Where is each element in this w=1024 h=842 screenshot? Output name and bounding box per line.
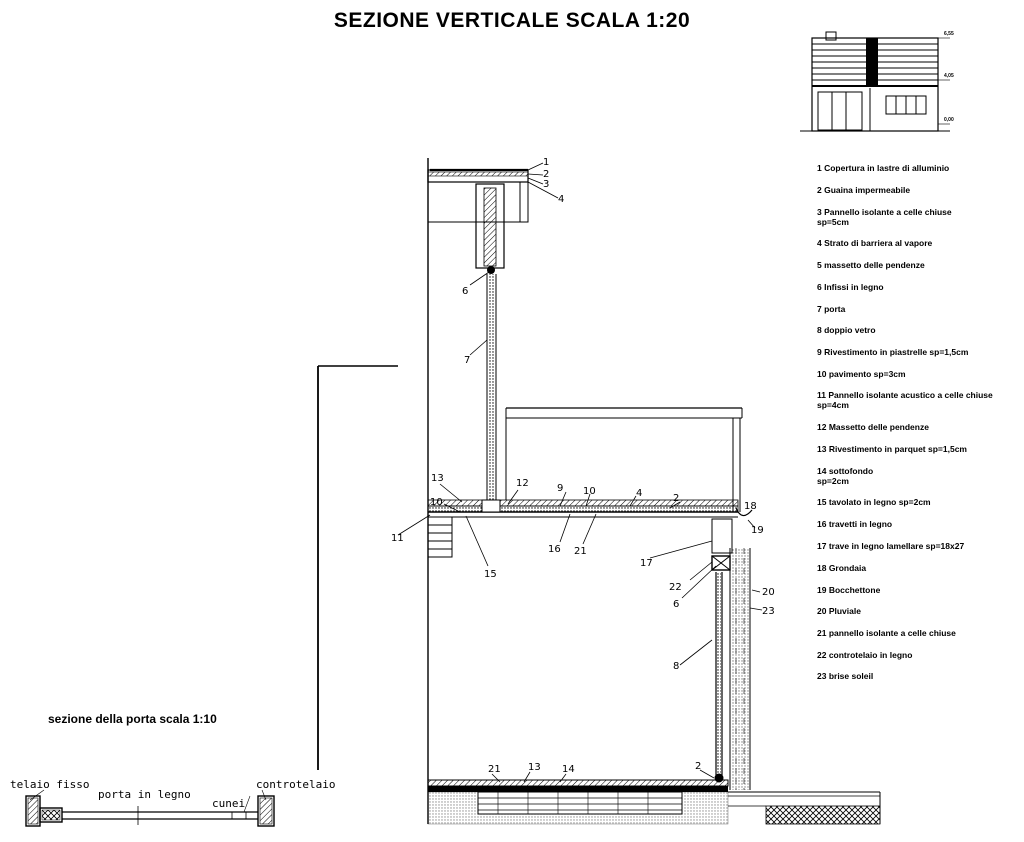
legend-item: 10 pavimento sp=3cm: [817, 369, 906, 379]
level-label: 0,00: [944, 117, 954, 123]
label-14: 14: [562, 764, 575, 775]
door-section-title: sezione della porta scala 1:10: [48, 712, 217, 726]
legend-item: 8 doppio vetro: [817, 325, 876, 335]
label-8: 8: [673, 661, 680, 672]
label-21b: 21: [488, 764, 501, 775]
label-2: 2: [543, 169, 550, 180]
door-labels: [10, 778, 335, 810]
legend-item: 9 Rivestimento in piastrelle sp=1,5cm: [817, 347, 969, 357]
legend-item: 4 Strato di barriera al vapore: [817, 238, 933, 248]
label-11: 11: [391, 533, 404, 544]
label-15: 15: [484, 569, 497, 580]
label-6b: 6: [673, 599, 680, 610]
legend-item: 15 tavolato in legno sp=2cm: [817, 497, 931, 507]
label-23: 23: [762, 606, 775, 617]
label-2b: 2: [673, 493, 680, 504]
label-17: 17: [640, 558, 653, 569]
label-21: 21: [574, 546, 587, 557]
label-4: 4: [558, 194, 565, 205]
legend-item: 18 Grondaia: [817, 563, 867, 573]
label-wedges: cunei: [212, 797, 246, 810]
legend-item: 21 pannello isolante a celle chiuse: [817, 628, 956, 638]
level-label: 6,55: [944, 31, 954, 37]
label-13: 13: [431, 473, 444, 484]
elevation-thumbnail: [800, 31, 954, 131]
legend-item: 5 massetto delle pendenze: [817, 260, 925, 270]
label-10b: 10: [583, 486, 596, 497]
label-13b: 13: [528, 762, 541, 773]
label-22: 22: [669, 582, 682, 593]
label-20: 20: [762, 587, 775, 598]
legend-item: 6 Infissi in legno: [817, 282, 884, 292]
legend-item: 23 brise soleil: [817, 671, 874, 681]
legend-item: 3 Pannello isolante a celle chiuse sp=5cm: [817, 207, 952, 227]
legend-item: 22 controtelaio in legno: [817, 650, 913, 660]
label-9: 9: [557, 483, 564, 494]
label-fixed-frame: telaio fisso: [10, 778, 90, 791]
label-wooden-door: porta in legno: [98, 788, 191, 801]
label-18: 18: [744, 501, 757, 512]
legend-item: 20 Pluviale: [817, 606, 861, 616]
label-10: 10: [430, 497, 443, 508]
legend-item: 17 trave in legno lamellare sp=18x27: [817, 541, 965, 551]
legend-item: 14 sottofondo sp=2cm: [817, 466, 874, 486]
label-3: 3: [543, 179, 550, 190]
label-1: 1: [543, 157, 550, 168]
legend-item: 19 Bocchettone: [817, 585, 881, 595]
main-section: [318, 158, 880, 824]
label-19: 19: [751, 525, 764, 536]
label-7: 7: [464, 355, 471, 366]
legend-item: 16 travetti in legno: [817, 519, 893, 529]
legend-item: 13 Rivestimento in parquet sp=1,5cm: [817, 444, 967, 454]
label-12: 12: [516, 478, 529, 489]
legend-item: 7 porta: [817, 304, 846, 314]
legend-item: 1 Copertura in lastre di alluminio: [817, 163, 950, 173]
level-label: 4,05: [944, 73, 954, 79]
leader-lines: [398, 163, 762, 782]
drawing-title: SEZIONE VERTICALE SCALA 1:20: [333, 9, 691, 32]
label-subframe: controtelaio: [256, 778, 336, 791]
legend-item: 11 Pannello isolante acustico a celle chiuse sp=4cm: [817, 390, 993, 410]
label-16: 16: [548, 544, 561, 555]
label-2c: 2: [695, 761, 702, 772]
legend-item: 2 Guaina impermeabile: [817, 185, 911, 195]
label-4b: 4: [636, 488, 643, 499]
label-6: 6: [462, 286, 469, 297]
legend-item: 12 Massetto delle pendenze: [817, 422, 929, 432]
